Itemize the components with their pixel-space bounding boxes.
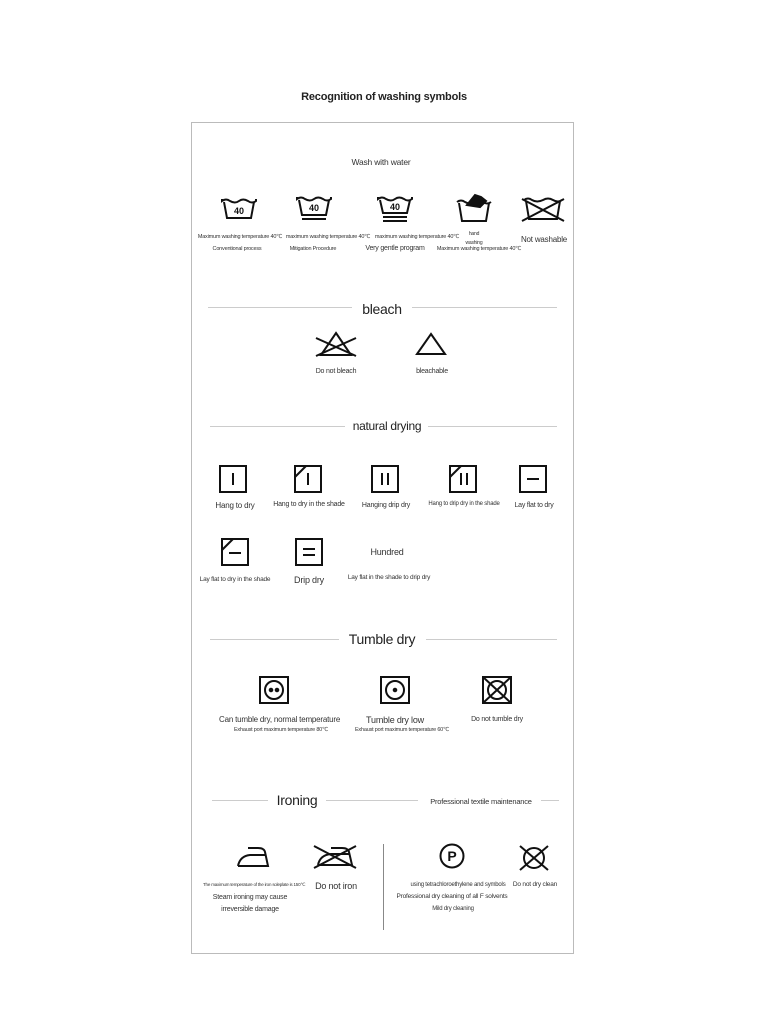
svg-text:40: 40 <box>233 206 245 216</box>
hang-drip-dry-shade-icon <box>449 465 477 493</box>
do-not-bleach-icon <box>315 331 357 357</box>
professional-sub-1b: Mild dry cleaning <box>432 906 474 912</box>
bleach-label-1: Do not bleach <box>315 368 357 375</box>
tumble-label-1: Can tumble dry, normal temperature <box>219 715 341 724</box>
drying-rule-right <box>428 426 557 427</box>
ironing-rule-left <box>212 800 268 801</box>
professional-label-2: Do not dry clean <box>512 881 558 888</box>
wash-label-1: Maximum washing temperature 40℃ <box>197 234 283 240</box>
drying-label-5: Lay flat to dry <box>514 502 554 509</box>
wash-label-4: hand washing <box>465 231 483 246</box>
svg-text:P: P <box>447 848 457 864</box>
ironing-sub-1b: irreversible damage <box>221 906 279 913</box>
section-divider <box>383 844 384 930</box>
bleach-rule-left <box>208 307 352 308</box>
drying-heading: natural drying <box>352 419 422 433</box>
tumble-sub-2: Exhaust port maximum temperature 60℃ <box>354 727 450 733</box>
iron-icon <box>236 846 270 868</box>
ironing-sub-1a: Steam ironing may cause <box>212 894 288 901</box>
hand-wash-icon <box>456 193 492 223</box>
do-not-tumble-dry-icon <box>482 676 512 704</box>
ironing-label-2: Do not iron <box>315 881 357 891</box>
ironing-rule-right <box>326 800 418 801</box>
professional-heading: Professional textile maintenance <box>430 797 532 806</box>
wash-40-mild-icon <box>296 195 332 221</box>
professional-label-1: using tetrachloroethylene and symbols <box>410 882 506 888</box>
tumble-label-3: Do not tumble dry <box>471 716 523 723</box>
bleach-rule-right <box>412 307 557 308</box>
wash-label-2: maximum washing temperature 40℃ <box>285 234 371 240</box>
drying-rule-left <box>210 426 345 427</box>
do-not-wash-icon <box>521 198 565 222</box>
bleachable-icon <box>415 332 447 356</box>
drying-label-2: Hang to dry in the shade <box>273 501 345 508</box>
drying-sub-8: Lay flat in the shade to drip dry <box>347 574 431 581</box>
professional-sub-1a: Professional dry cleaning of all F solvents <box>396 893 508 900</box>
drying-label-1: Hang to dry <box>215 501 255 510</box>
wash-sub-2: Mitigation Procedure <box>289 246 337 252</box>
wash-sub-3: Very gentle program <box>365 245 425 252</box>
tumble-rule-right <box>426 639 557 640</box>
wash-sub-1: Conventional process <box>212 246 262 252</box>
page-title: Recognition of washing symbols <box>301 91 467 103</box>
tumble-label-2: Tumble dry low <box>366 715 424 725</box>
professional-dry-clean-icon <box>439 843 465 869</box>
drying-label-6: Lay flat to dry in the shade <box>199 576 271 583</box>
ironing-heading: Ironing <box>276 792 318 808</box>
professional-rule-right <box>541 800 559 801</box>
bleach-heading: bleach <box>362 301 402 317</box>
hang-drip-dry-icon <box>371 465 399 493</box>
drying-label-7: Drip dry <box>294 575 324 585</box>
wash-40-normal-icon <box>221 197 257 219</box>
wash-sub-4: Maximum washing temperature 40℃ <box>436 246 522 252</box>
wash-heading: Wash with water <box>351 157 411 167</box>
lay-flat-dry-icon <box>519 465 547 493</box>
svg-text:40: 40 <box>389 202 401 212</box>
drip-dry-icon <box>295 538 323 566</box>
do-not-dry-clean-icon <box>518 844 550 872</box>
wash-40-gentle-icon <box>377 195 413 223</box>
svg-text:40: 40 <box>308 203 320 213</box>
tumble-dry-low-icon <box>380 676 410 704</box>
tumble-rule-left <box>210 639 339 640</box>
lay-flat-dry-shade-icon <box>221 538 249 566</box>
drying-label-4: Hang to drip dry in the shade <box>428 501 500 507</box>
hang-dry-icon <box>219 465 247 493</box>
wash-label-5: Not washable <box>520 235 568 244</box>
drying-label-3: Hanging drip dry <box>361 502 411 509</box>
do-not-iron-icon <box>313 845 357 869</box>
ironing-label-1: The maximum temperature of the iron soleplate is 150℃ <box>203 882 306 887</box>
drying-label-8: Hundred <box>370 547 404 557</box>
hang-dry-shade-icon <box>294 465 322 493</box>
wash-label-3: maximum washing temperature 40℃ <box>374 234 460 240</box>
tumble-sub-1: Exhaust port maximum temperature 80℃ <box>233 727 329 733</box>
bleach-label-2: bleachable <box>416 368 448 375</box>
tumble-heading: Tumble dry <box>348 631 416 647</box>
tumble-dry-normal-icon <box>259 676 289 704</box>
